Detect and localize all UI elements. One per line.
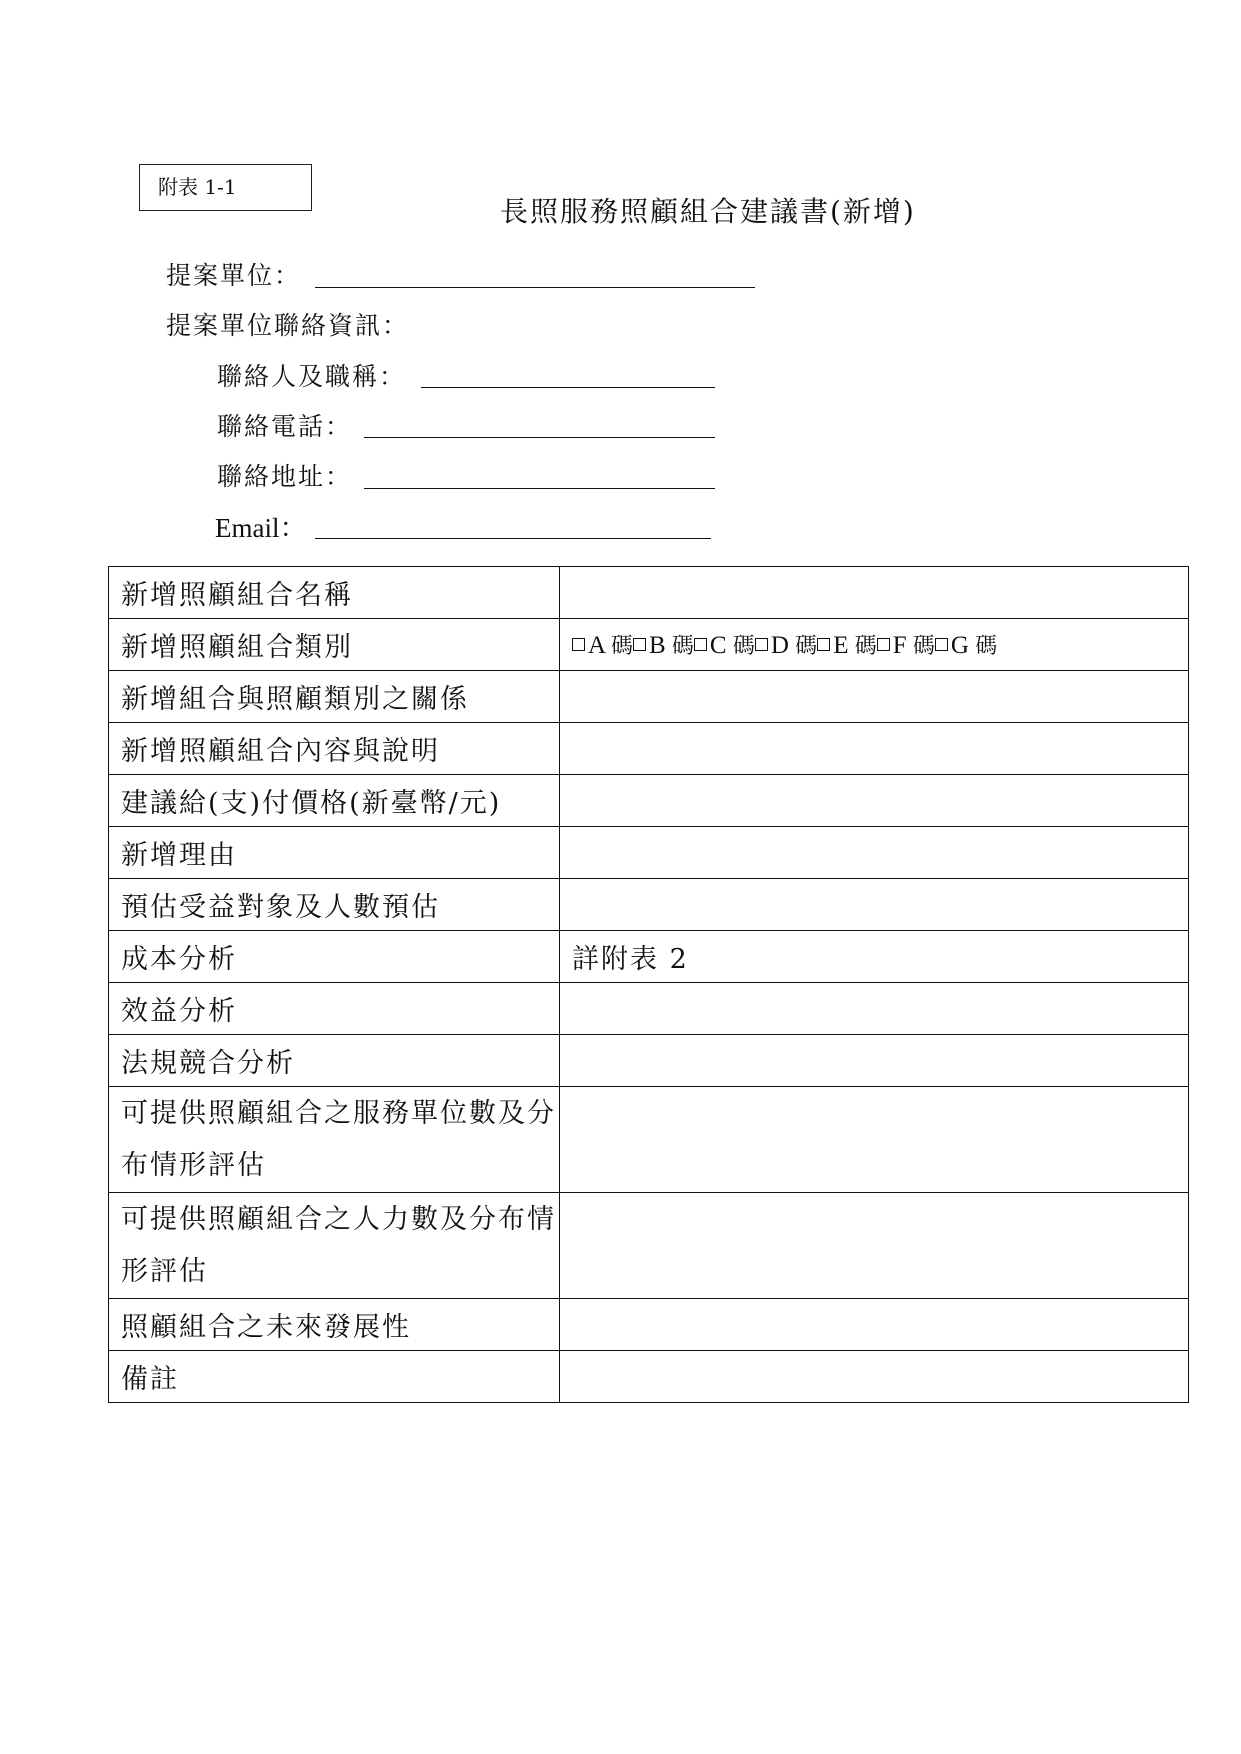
table-row: [109, 983, 1189, 1035]
contact-address-field[interactable]: [364, 488, 715, 489]
contact-person-field[interactable]: [421, 387, 715, 388]
row-value[interactable]: [560, 879, 1189, 931]
row-value[interactable]: [560, 619, 1189, 671]
row-value[interactable]: [560, 671, 1189, 723]
table-row: [109, 723, 1189, 775]
row-label: 新增照顧組合類別: [109, 619, 560, 671]
table-row: [109, 827, 1189, 879]
code-option-g[interactable]: [935, 632, 997, 659]
checkbox-icon[interactable]: [935, 638, 948, 651]
table-row: [109, 879, 1189, 931]
code-option-f[interactable]: [877, 632, 935, 659]
code-option-b[interactable]: [633, 632, 694, 659]
contact-address-label: 聯絡地址：: [217, 462, 353, 491]
table-row: [109, 1193, 1189, 1299]
contact-phone-label: 聯絡電話：: [217, 412, 353, 441]
table-row: [109, 1087, 1189, 1193]
row-value[interactable]: 詳附表 2: [560, 931, 1189, 983]
code-suffix: 碼: [610, 634, 633, 659]
proposal-table: [108, 566, 1189, 1403]
row-value[interactable]: [560, 1035, 1189, 1087]
row-value[interactable]: [560, 1351, 1189, 1403]
proposer-unit-label: 提案單位：: [166, 261, 302, 290]
code-option-e[interactable]: [817, 632, 877, 659]
code-letter: F: [892, 632, 907, 659]
row-value[interactable]: [560, 1193, 1189, 1299]
table-row: [109, 1299, 1189, 1351]
care-code-options: [572, 632, 997, 659]
attachment-label: 附表 1-1: [139, 164, 312, 211]
code-suffix: 碼: [975, 634, 998, 659]
code-option-a[interactable]: [572, 632, 633, 659]
code-suffix: 碼: [795, 634, 818, 659]
code-letter: B: [648, 632, 666, 659]
contact-phone-field[interactable]: [364, 437, 715, 438]
row-value[interactable]: [560, 775, 1189, 827]
row-label: 法規競合分析: [109, 1035, 560, 1087]
row-value[interactable]: [560, 827, 1189, 879]
code-suffix: 碼: [671, 634, 694, 659]
document-title: 長照服務照顧組合建議書(新增): [500, 195, 916, 228]
row-value[interactable]: [560, 1087, 1189, 1193]
proposer-unit-field[interactable]: [315, 287, 755, 288]
code-letter: D: [770, 632, 789, 659]
email-label: Email：: [215, 513, 307, 543]
row-label: 新增照顧組合內容與說明: [109, 723, 560, 775]
contact-info-heading: 提案單位聯絡資訊：: [166, 311, 410, 340]
row-value[interactable]: [560, 567, 1189, 619]
code-option-c[interactable]: [694, 632, 755, 659]
row-label: 預估受益對象及人數預估: [109, 879, 560, 931]
row-label: 可提供照顧組合之服務單位數及分布情形評估: [109, 1087, 560, 1193]
checkbox-icon[interactable]: [694, 638, 707, 651]
code-suffix: 碼: [854, 634, 877, 659]
table-row: [109, 671, 1189, 723]
row-value[interactable]: [560, 983, 1189, 1035]
row-label: 建議給(支)付價格(新臺幣/元): [109, 775, 560, 827]
row-label: 成本分析: [109, 931, 560, 983]
table-row: [109, 567, 1189, 619]
code-option-d[interactable]: [755, 632, 817, 659]
table-row: [109, 1351, 1189, 1403]
row-label: 新增照顧組合名稱: [109, 567, 560, 619]
row-label: 新增理由: [109, 827, 560, 879]
table-row: [109, 1035, 1189, 1087]
code-letter: C: [709, 632, 727, 659]
row-label: 備註: [109, 1351, 560, 1403]
checkbox-icon[interactable]: [633, 638, 646, 651]
row-label: 效益分析: [109, 983, 560, 1035]
code-letter: E: [833, 632, 849, 659]
table-row: [109, 619, 1189, 671]
code-suffix: 碼: [912, 634, 935, 659]
row-label: 可提供照顧組合之人力數及分布情形評估: [109, 1193, 560, 1299]
checkbox-icon[interactable]: [817, 638, 830, 651]
checkbox-icon[interactable]: [877, 638, 890, 651]
row-label: 新增組合與照顧類別之關係: [109, 671, 560, 723]
checkbox-icon[interactable]: [572, 638, 585, 651]
code-letter: A: [588, 632, 605, 659]
table-row: [109, 931, 1189, 983]
code-suffix: 碼: [732, 634, 755, 659]
row-value[interactable]: [560, 723, 1189, 775]
email-field[interactable]: [315, 538, 711, 539]
checkbox-icon[interactable]: [755, 638, 768, 651]
row-label: 照顧組合之未來發展性: [109, 1299, 560, 1351]
table-row: [109, 775, 1189, 827]
contact-person-label: 聯絡人及職稱：: [217, 362, 407, 391]
code-letter: G: [950, 632, 969, 659]
row-value[interactable]: [560, 1299, 1189, 1351]
